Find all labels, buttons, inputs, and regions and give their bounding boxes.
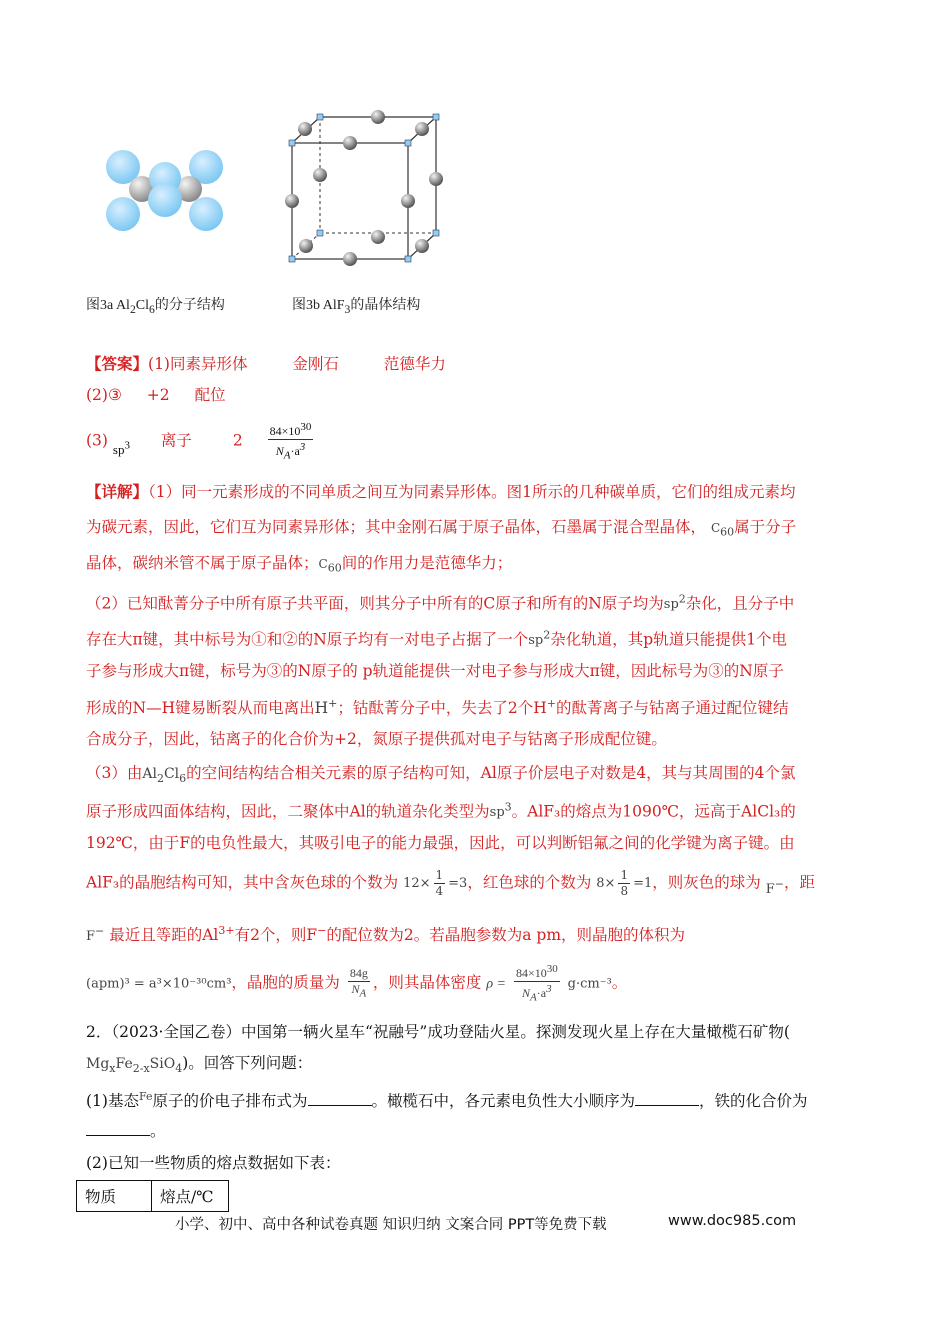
cl-atom: [148, 183, 182, 217]
mass-fraction: $\frac{84g}{N_A}$: [349, 966, 368, 1000]
answer-blank[interactable]: [308, 1090, 372, 1106]
detail-p3-l4: AlF₃的晶胞结构可知，其中含灰色球的个数为 12× $\frac{1}{4}$ =3，红色球的个数为 8× $\frac{1}{8}$ =1，则灰色的球为 $_{F^-}$，距: [86, 868, 815, 899]
cl-atom: [189, 197, 223, 231]
table-row: [77, 1181, 229, 1212]
detail-p1-l3: 晶体，碳纳米管不属于原子晶体；$C_{60}$间的作用力是范德华力；: [86, 554, 513, 575]
rho-fraction: $\frac{84\times 10^{30}}{N_A\cdot a^3}$: [515, 963, 558, 1004]
table-header-cell: 熔点/℃: [152, 1181, 229, 1212]
frac-8x1-8: 8× $\frac{1}{8}$ =1: [596, 868, 653, 899]
answer-line-3: (3) $_{sp^3}$ 离子 2 $\frac{84\times 10^{30}}{N_A\cdot a^3}$: [86, 421, 312, 462]
gray-ball: [415, 122, 429, 136]
footer-text: 小学、初中、高中各种试卷真题 知识归纳 文案合同 PPT等免费下载: [175, 1217, 607, 1233]
detail-p2-l1: （2）已知酞菁分子中所有原子共平面，则其分子中所有的C原子和所有的N原子均为$sp^2$杂化，且分子中: [86, 593, 795, 613]
detail-p3-l5: F− 最近且等距的$Al^{3+}$有2个，则F−的配位数为2。若晶胞参数为a pm，则晶胞的体积为: [86, 924, 686, 945]
melting-point-table: [76, 1180, 229, 1212]
fig3a-caption: 图3a $Al_2Cl_6$的分子结构: [86, 298, 225, 316]
answer-line-2: (2)③ +2 配位: [86, 386, 226, 404]
gray-ball: [429, 172, 443, 186]
footer-link[interactable]: www.doc985.com: [668, 1213, 797, 1229]
question2-l1: 2．（2023·全国乙卷）中国第一辆火星车“祝融号”成功登陆火星。探测发现火星上存在大量橄榄石矿物(: [86, 1023, 790, 1041]
detail-p1-l1: 【详解】（1）同一元素形成的不同单质之间互为同素异形体。图1所示的几种碳单质，它们的组成元素均: [86, 482, 796, 501]
detail-p2-l3: 子参与形成大π键，标号为③的N原子的 p轨道能提供一对电子参与形成大π键，因此标号为③的N原子: [86, 662, 784, 680]
gray-ball: [343, 136, 357, 150]
al2cl6-molecule-figure: [95, 140, 235, 240]
gray-ball: [299, 239, 313, 253]
gray-ball: [401, 194, 415, 208]
gray-ball: [313, 168, 327, 182]
cl-atom: [106, 197, 140, 231]
question2-l5: (2)已知一些物质的熔点数据如下表：: [86, 1154, 341, 1172]
table-header-cell: 物质: [77, 1181, 152, 1212]
gray-ball: [371, 230, 385, 244]
gray-ball: [285, 194, 299, 208]
detail-p1-l2: 为碳元素，因此，它们互为同素异形体；其中金刚石属于原子晶体，石墨属于混合型晶体， $C_{60}$属于分子: [86, 518, 797, 539]
detail-p2-l2: 存在大π键，其中标号为①和②的N原子均有一对电子占据了一个$sp^2$杂化轨道，其p轨道只能提供1个电: [86, 629, 788, 649]
detail-p2-l5: 合成分子，因此，钴离子的化合价为+2，氮原子提供孤对电子与钴离子形成配位键。: [86, 730, 667, 748]
answer-blank[interactable]: [635, 1090, 699, 1106]
gray-ball: [371, 110, 385, 124]
question2-l2: $Mg_xFe_{2-x}SiO_4$)。回答下列问题：: [86, 1054, 313, 1075]
answer-blank[interactable]: [86, 1120, 150, 1136]
gray-ball: [415, 239, 429, 253]
fig3b-caption: 图3b AlF$_3$的晶体结构: [292, 298, 421, 316]
question2-l3: (1)基态$^{Fe}$原子的价电子排布式为 。橄榄石中，各元素电负性大小顺序为 ，铁的化合价为: [86, 1090, 808, 1111]
detail-p2-l4: 形成的N—H键易断裂从而电离出H+；钴酞菁分子中，失去了2个H+的酞菁离子与钴离子通过配位键结: [86, 697, 789, 718]
question2-l4: 。: [86, 1120, 166, 1142]
gray-ball: [343, 252, 357, 266]
frac-12x1-4: 12× $\frac{1}{4}$ =3: [403, 868, 468, 899]
detail-p3-l2: 原子形成四面体结构，因此，二聚体中Al的轨道杂化类型为$sp^3$。AlF₃的熔点为1090℃，远高于AlCl₃的: [86, 801, 796, 821]
answer-line-1: 【答案】(1)同素异形体 金刚石 范德华力: [86, 354, 446, 373]
gray-ball: [298, 122, 312, 136]
detail-p3-l1: （3）由$Al_2Cl_6$的空间结构结合相关元素的原子结构可知，Al原子价层电子对数是4，其与其周围的4个氯: [86, 764, 796, 785]
alf3-crystal-figure: [280, 105, 450, 275]
density-fraction: $\frac{84\times 10^{30}}{N_A\cdot a^3}$: [269, 421, 312, 462]
detail-p3-l6: (apm)³ = a³×10⁻³⁰cm³，晶胞的质量为 $\frac{84g}{N_A}$ ，则其晶体密度 ρ = $\frac{84\times 10^{30}}{N_A\cdot a^3}$ g·cm⁻³。: [86, 963, 628, 1004]
detail-p3-l3: 192℃，由于F的电负性最大，其吸引电子的能力最强，因此，可以判断铝氟之间的化学键为离子键。由: [86, 834, 795, 852]
